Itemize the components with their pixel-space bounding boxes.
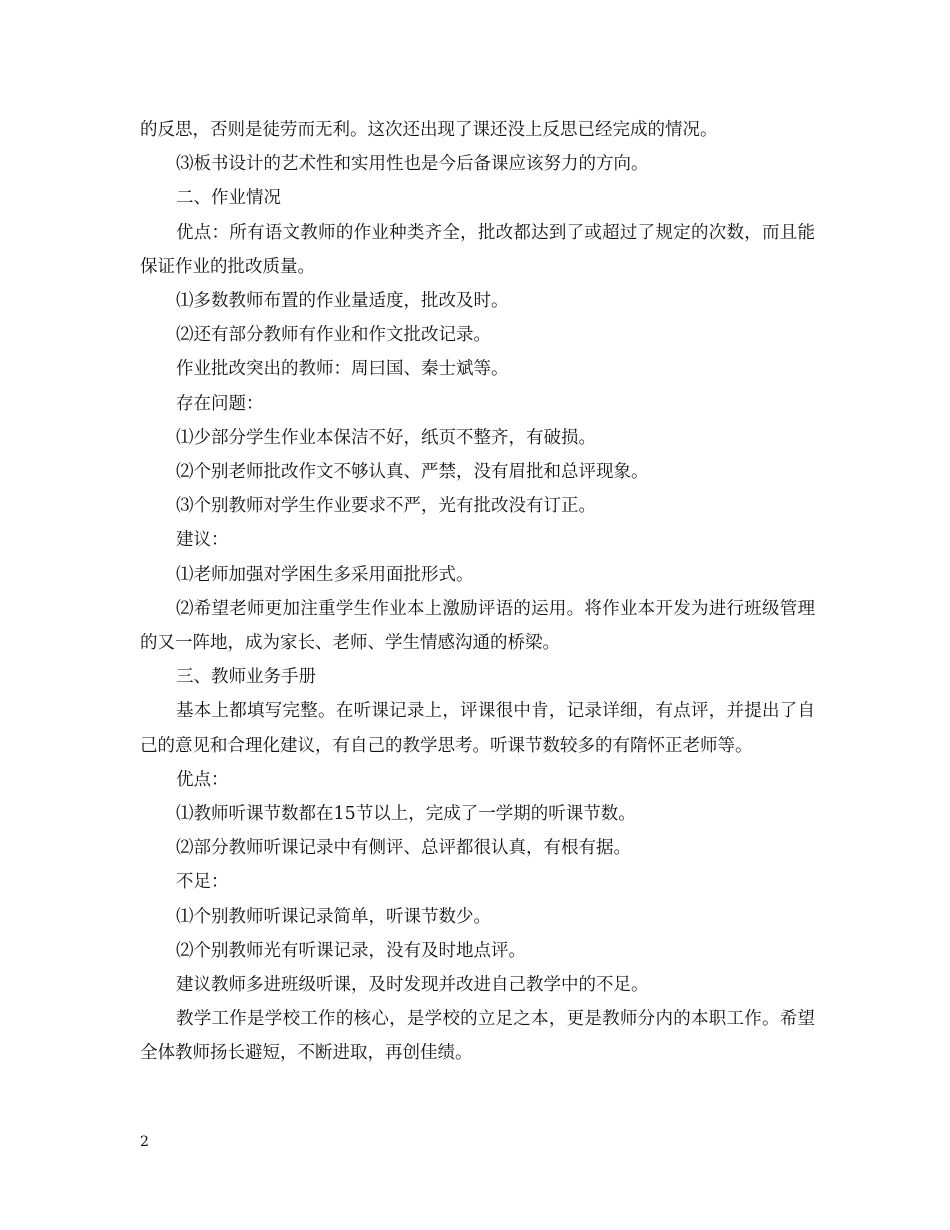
- subheading: 不足：: [176, 872, 229, 893]
- paragraph: 作业批改突出的教师：周曰国、秦士斌等。: [176, 359, 509, 380]
- paragraph: 优点：所有语文教师的作业种类齐全，批改都达到了或超过了规定的次数，而且能保证作业的批改质量。: [140, 222, 815, 277]
- list-item: ⑴教师听课节数都在15节以上，完成了一学期的听课节数。: [176, 804, 636, 825]
- list-item: ⑵个别教师光有听课记录，没有及时地点评。: [176, 940, 526, 961]
- list-item: ⑴少部分学生作业本保洁不好，纸页不整齐，有破损。: [176, 427, 596, 448]
- list-item: ⑵部分教师听课记录中有侧评、总评都很认真，有根有据。: [176, 838, 631, 859]
- list-item: ⑴个别教师听课记录简单，听课节数少。: [176, 906, 491, 927]
- paragraph: 的反思，否则是徒劳而无利。这次还出现了课还没上反思已经完成的情况。: [140, 120, 718, 140]
- list-item: ⑵还有部分教师有作业和作文批改记录。: [176, 325, 491, 346]
- section-heading: 三、教师业务手册: [176, 667, 316, 688]
- list-item: ⑵希望老师更加注重学生作业本上激励评语的运用。将作业本开发为进行班级管理的又一阵地，成为家长、老师、学生情感沟通的桥梁。: [140, 598, 815, 654]
- list-item: ⑴老师加强对学困生多采用面批形式。: [176, 564, 474, 585]
- list-item: ⑵个别老师批改作文不够认真、严禁，没有眉批和总评现象。: [176, 462, 649, 483]
- paragraph: 教学工作是学校工作的核心，是学校的立足之本，更是教师分内的本职工作。希望全体教师扬长避短，不断进取，再创佳绩。: [140, 1009, 815, 1064]
- section-heading: 二、作业情况: [176, 188, 281, 209]
- paragraph: 基本上都填写完整。在听课记录上，评课很中肯，记录详细，有点评，并提出了自己的意见和合理化建议，有自己的教学思考。听课节数较多的有隋怀正老师等。: [140, 701, 815, 756]
- subheading: 建议：: [176, 530, 229, 551]
- paragraph: 建议教师多进班级听课，及时发现并改进自己教学中的不足。: [176, 975, 649, 996]
- subheading: 优点：: [176, 769, 229, 790]
- list-item: ⑴多数教师布置的作业量适度，批改及时。: [176, 291, 509, 312]
- subheading: 存在问题：: [176, 393, 264, 414]
- list-item: ⑶个别教师对学生作业要求不严，光有批改没有订正。: [176, 496, 596, 517]
- document-body: [140, 113, 815, 1071]
- paragraph: ⑶板书设计的艺术性和实用性也是今后备课应该努力的方向。: [176, 154, 649, 175]
- page-number: 2: [140, 1134, 149, 1150]
